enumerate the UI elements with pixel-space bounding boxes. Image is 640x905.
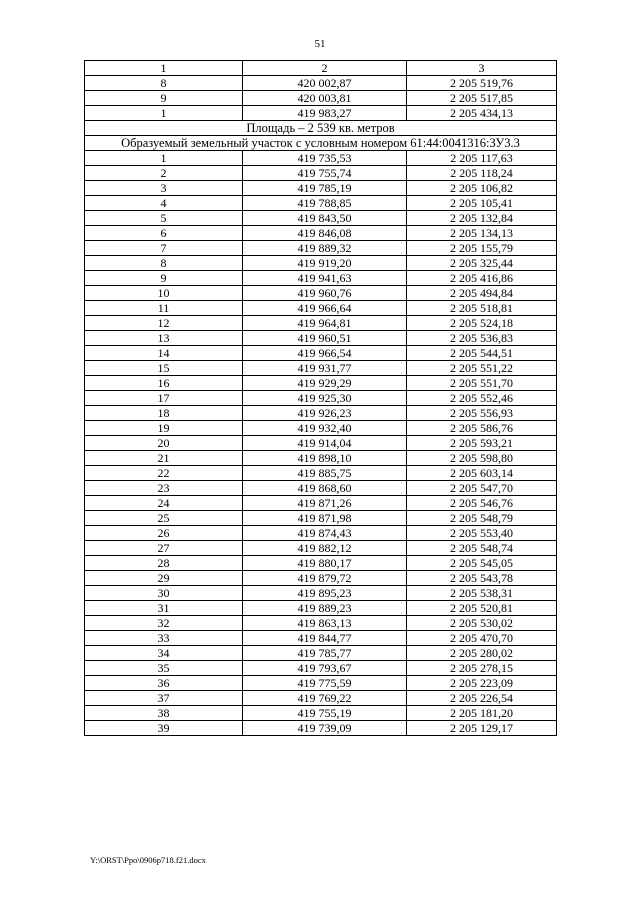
table-row bbox=[85, 676, 557, 691]
table-row bbox=[85, 406, 557, 421]
y-coordinate-cell: 2 205 530,02 bbox=[407, 616, 557, 631]
table-row bbox=[85, 376, 557, 391]
x-coordinate-cell: 419 793,67 bbox=[243, 661, 407, 676]
point-number-cell: 21 bbox=[85, 451, 243, 466]
point-number-cell: 24 bbox=[85, 496, 243, 511]
table-row bbox=[85, 466, 557, 481]
table-row bbox=[85, 451, 557, 466]
x-coordinate-cell: 419 769,22 bbox=[243, 691, 407, 706]
table-row bbox=[85, 391, 557, 406]
table-row bbox=[85, 616, 557, 631]
point-number-cell: 3 bbox=[85, 181, 243, 196]
x-coordinate-cell: 419 889,32 bbox=[243, 241, 407, 256]
x-coordinate-cell: 419 785,19 bbox=[243, 181, 407, 196]
point-number-cell: 36 bbox=[85, 676, 243, 691]
table-row bbox=[85, 436, 557, 451]
y-coordinate-cell: 2 205 325,44 bbox=[407, 256, 557, 271]
area-label: Площадь – 2 539 кв. метров bbox=[85, 121, 557, 136]
point-number-cell: 31 bbox=[85, 601, 243, 616]
point-number-cell: 4 bbox=[85, 196, 243, 211]
x-coordinate-cell: 419 882,12 bbox=[243, 541, 407, 556]
table-row bbox=[85, 586, 557, 601]
point-number-cell: 22 bbox=[85, 466, 243, 481]
point-number-cell: 38 bbox=[85, 706, 243, 721]
table-row bbox=[85, 181, 557, 196]
y-coordinate-cell: 2 205 470,70 bbox=[407, 631, 557, 646]
y-coordinate-cell: 2 205 586,76 bbox=[407, 421, 557, 436]
footer-file-path: Y:\ORST\Ppo\0906p718.f21.docx bbox=[90, 855, 206, 865]
table-row bbox=[85, 556, 557, 571]
point-number-cell: 34 bbox=[85, 646, 243, 661]
table-row bbox=[85, 166, 557, 181]
x-coordinate-cell: 419 889,23 bbox=[243, 601, 407, 616]
point-number-cell: 8 bbox=[85, 76, 243, 91]
x-coordinate-cell: 419 960,51 bbox=[243, 331, 407, 346]
x-coordinate-cell: 419 964,81 bbox=[243, 316, 407, 331]
plot-label: Образуемый земельный участок с условным номером 61:44:0041316:ЗУ3.3 bbox=[85, 136, 557, 151]
y-coordinate-cell: 2 205 416,86 bbox=[407, 271, 557, 286]
point-number-cell: 39 bbox=[85, 721, 243, 736]
y-coordinate-cell: 2 205 434,13 bbox=[407, 106, 557, 121]
table-row bbox=[85, 421, 557, 436]
x-coordinate-cell: 419 843,50 bbox=[243, 211, 407, 226]
point-number-cell: 27 bbox=[85, 541, 243, 556]
y-coordinate-cell: 2 205 524,18 bbox=[407, 316, 557, 331]
x-coordinate-cell: 419 755,74 bbox=[243, 166, 407, 181]
x-coordinate-cell: 419 941,63 bbox=[243, 271, 407, 286]
table-row bbox=[85, 721, 557, 736]
x-coordinate-cell: 419 755,19 bbox=[243, 706, 407, 721]
x-coordinate-cell: 419 775,59 bbox=[243, 676, 407, 691]
point-number-cell: 9 bbox=[85, 271, 243, 286]
header-cell-point: 1 bbox=[85, 61, 243, 76]
table-row bbox=[85, 631, 557, 646]
y-coordinate-cell: 2 205 117,63 bbox=[407, 151, 557, 166]
point-number-cell: 15 bbox=[85, 361, 243, 376]
point-number-cell: 5 bbox=[85, 211, 243, 226]
y-coordinate-cell: 2 205 226,54 bbox=[407, 691, 557, 706]
y-coordinate-cell: 2 205 598,80 bbox=[407, 451, 557, 466]
x-coordinate-cell: 419 966,64 bbox=[243, 301, 407, 316]
table-row bbox=[85, 346, 557, 361]
point-number-cell: 1 bbox=[85, 106, 243, 121]
x-coordinate-cell: 419 868,60 bbox=[243, 481, 407, 496]
point-number-cell: 30 bbox=[85, 586, 243, 601]
table-row bbox=[85, 706, 557, 721]
x-coordinate-cell: 419 871,26 bbox=[243, 496, 407, 511]
y-coordinate-cell: 2 205 543,78 bbox=[407, 571, 557, 586]
y-coordinate-cell: 2 205 278,15 bbox=[407, 661, 557, 676]
table-row bbox=[85, 286, 557, 301]
point-number-cell: 6 bbox=[85, 226, 243, 241]
x-coordinate-cell: 419 885,75 bbox=[243, 466, 407, 481]
point-number-cell: 37 bbox=[85, 691, 243, 706]
point-number-cell: 29 bbox=[85, 571, 243, 586]
table-row bbox=[85, 511, 557, 526]
y-coordinate-cell: 2 205 603,14 bbox=[407, 466, 557, 481]
y-coordinate-cell: 2 205 551,22 bbox=[407, 361, 557, 376]
table-row bbox=[85, 151, 557, 166]
area-row bbox=[85, 121, 557, 136]
y-coordinate-cell: 2 205 544,51 bbox=[407, 346, 557, 361]
point-number-cell: 9 bbox=[85, 91, 243, 106]
coordinates-table bbox=[84, 60, 557, 736]
point-number-cell: 16 bbox=[85, 376, 243, 391]
point-number-cell: 35 bbox=[85, 661, 243, 676]
point-number-cell: 8 bbox=[85, 256, 243, 271]
coordinates-table-body bbox=[85, 61, 557, 736]
x-coordinate-cell: 419 871,98 bbox=[243, 511, 407, 526]
point-number-cell: 2 bbox=[85, 166, 243, 181]
y-coordinate-cell: 2 205 134,13 bbox=[407, 226, 557, 241]
x-coordinate-cell: 419 960,76 bbox=[243, 286, 407, 301]
table-row bbox=[85, 196, 557, 211]
y-coordinate-cell: 2 205 538,31 bbox=[407, 586, 557, 601]
x-coordinate-cell: 419 735,53 bbox=[243, 151, 407, 166]
table-row bbox=[85, 241, 557, 256]
x-coordinate-cell: 419 914,04 bbox=[243, 436, 407, 451]
x-coordinate-cell: 419 966,54 bbox=[243, 346, 407, 361]
point-number-cell: 20 bbox=[85, 436, 243, 451]
point-number-cell: 33 bbox=[85, 631, 243, 646]
x-coordinate-cell: 419 739,09 bbox=[243, 721, 407, 736]
page-number: 51 bbox=[314, 38, 326, 50]
table-row bbox=[85, 256, 557, 271]
y-coordinate-cell: 2 205 518,81 bbox=[407, 301, 557, 316]
y-coordinate-cell: 2 205 280,02 bbox=[407, 646, 557, 661]
x-coordinate-cell: 420 003,81 bbox=[243, 91, 407, 106]
x-coordinate-cell: 419 919,20 bbox=[243, 256, 407, 271]
y-coordinate-cell: 2 205 132,84 bbox=[407, 211, 557, 226]
table-row bbox=[85, 496, 557, 511]
x-coordinate-cell: 419 844,77 bbox=[243, 631, 407, 646]
x-coordinate-cell: 419 879,72 bbox=[243, 571, 407, 586]
point-number-cell: 17 bbox=[85, 391, 243, 406]
table-row bbox=[85, 331, 557, 346]
x-coordinate-cell: 419 983,27 bbox=[243, 106, 407, 121]
table-row bbox=[85, 646, 557, 661]
y-coordinate-cell: 2 205 181,20 bbox=[407, 706, 557, 721]
table-row bbox=[85, 301, 557, 316]
table-row bbox=[85, 571, 557, 586]
table-row bbox=[85, 361, 557, 376]
x-coordinate-cell: 419 874,43 bbox=[243, 526, 407, 541]
x-coordinate-cell: 419 929,29 bbox=[243, 376, 407, 391]
y-coordinate-cell: 2 205 552,46 bbox=[407, 391, 557, 406]
point-number-cell: 32 bbox=[85, 616, 243, 631]
y-coordinate-cell: 2 205 551,70 bbox=[407, 376, 557, 391]
y-coordinate-cell: 2 205 546,76 bbox=[407, 496, 557, 511]
y-coordinate-cell: 2 205 223,09 bbox=[407, 676, 557, 691]
y-coordinate-cell: 2 205 106,82 bbox=[407, 181, 557, 196]
x-coordinate-cell: 419 788,85 bbox=[243, 196, 407, 211]
table-row bbox=[85, 211, 557, 226]
y-coordinate-cell: 2 205 155,79 bbox=[407, 241, 557, 256]
table-row bbox=[85, 76, 557, 91]
table-row bbox=[85, 526, 557, 541]
point-number-cell: 13 bbox=[85, 331, 243, 346]
table-row bbox=[85, 106, 557, 121]
y-coordinate-cell: 2 205 553,40 bbox=[407, 526, 557, 541]
point-number-cell: 7 bbox=[85, 241, 243, 256]
point-number-cell: 14 bbox=[85, 346, 243, 361]
y-coordinate-cell: 2 205 548,74 bbox=[407, 541, 557, 556]
table-row bbox=[85, 316, 557, 331]
point-number-cell: 28 bbox=[85, 556, 243, 571]
table-row bbox=[85, 661, 557, 676]
y-coordinate-cell: 2 205 519,76 bbox=[407, 76, 557, 91]
y-coordinate-cell: 2 205 545,05 bbox=[407, 556, 557, 571]
y-coordinate-cell: 2 205 536,83 bbox=[407, 331, 557, 346]
table-row bbox=[85, 691, 557, 706]
point-number-cell: 23 bbox=[85, 481, 243, 496]
table-row bbox=[85, 601, 557, 616]
header-cell-x: 2 bbox=[243, 61, 407, 76]
table-row bbox=[85, 226, 557, 241]
x-coordinate-cell: 420 002,87 bbox=[243, 76, 407, 91]
y-coordinate-cell: 2 205 494,84 bbox=[407, 286, 557, 301]
table-row bbox=[85, 481, 557, 496]
y-coordinate-cell: 2 205 593,21 bbox=[407, 436, 557, 451]
x-coordinate-cell: 419 932,40 bbox=[243, 421, 407, 436]
x-coordinate-cell: 419 898,10 bbox=[243, 451, 407, 466]
point-number-cell: 11 bbox=[85, 301, 243, 316]
y-coordinate-cell: 2 205 517,85 bbox=[407, 91, 557, 106]
x-coordinate-cell: 419 863,13 bbox=[243, 616, 407, 631]
table-row bbox=[85, 271, 557, 286]
y-coordinate-cell: 2 205 547,70 bbox=[407, 481, 557, 496]
x-coordinate-cell: 419 926,23 bbox=[243, 406, 407, 421]
point-number-cell: 10 bbox=[85, 286, 243, 301]
table-row bbox=[85, 541, 557, 556]
x-coordinate-cell: 419 895,23 bbox=[243, 586, 407, 601]
y-coordinate-cell: 2 205 548,79 bbox=[407, 511, 557, 526]
table-header-row bbox=[85, 61, 557, 76]
x-coordinate-cell: 419 925,30 bbox=[243, 391, 407, 406]
x-coordinate-cell: 419 880,17 bbox=[243, 556, 407, 571]
y-coordinate-cell: 2 205 118,24 bbox=[407, 166, 557, 181]
point-number-cell: 19 bbox=[85, 421, 243, 436]
point-number-cell: 26 bbox=[85, 526, 243, 541]
point-number-cell: 12 bbox=[85, 316, 243, 331]
y-coordinate-cell: 2 205 520,81 bbox=[407, 601, 557, 616]
x-coordinate-cell: 419 931,77 bbox=[243, 361, 407, 376]
point-number-cell: 18 bbox=[85, 406, 243, 421]
point-number-cell: 25 bbox=[85, 511, 243, 526]
y-coordinate-cell: 2 205 105,41 bbox=[407, 196, 557, 211]
y-coordinate-cell: 2 205 129,17 bbox=[407, 721, 557, 736]
plot-title-row bbox=[85, 136, 557, 151]
x-coordinate-cell: 419 846,08 bbox=[243, 226, 407, 241]
x-coordinate-cell: 419 785,77 bbox=[243, 646, 407, 661]
table-row bbox=[85, 91, 557, 106]
y-coordinate-cell: 2 205 556,93 bbox=[407, 406, 557, 421]
header-cell-y: 3 bbox=[407, 61, 557, 76]
point-number-cell: 1 bbox=[85, 151, 243, 166]
